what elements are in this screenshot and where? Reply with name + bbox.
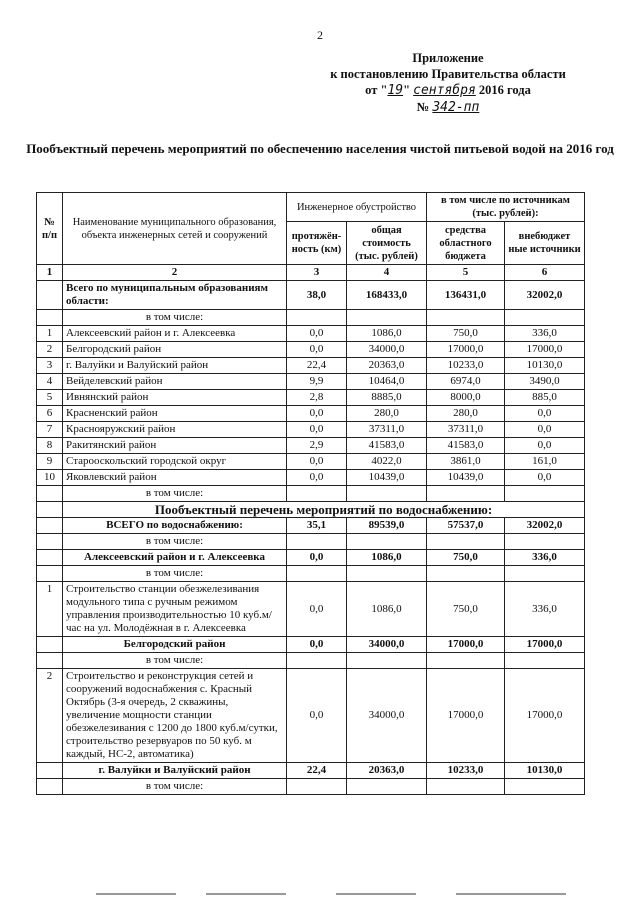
header-sources: в том числе по источникам (тыс. рублей): (427, 193, 585, 222)
project-1-extra: 336,0 (505, 582, 585, 637)
project-1-num: 1 (37, 582, 63, 637)
district-row (37, 470, 585, 486)
including-label: в том числе: (63, 779, 287, 795)
resolution-number (318, 99, 578, 116)
including-label: в том числе: (63, 486, 287, 502)
total-extra: 32002,0 (505, 281, 585, 310)
section-heading: Пообъектный перечень мероприятий по водоснабжению: (63, 502, 585, 518)
valuyki-regional: 10233,0 (427, 763, 505, 779)
valuyki-cost: 20363,0 (347, 763, 427, 779)
district-regional: 8000,0 (427, 390, 505, 406)
district-name: Старооскольский городской округ (63, 454, 287, 470)
project-2-name: Строительство и реконструкция сетей и сооружений водоснабжения с. Красный Октябрь (3-я очередь, 2 скважины, увеличение мощности станции обезжелезивания с 1200 до 1800 куб.м/сутки, строительство резервуаров по 50 куб. м каждый, НС-2, автоматика) (63, 669, 287, 763)
page-number: 2 (317, 28, 323, 42)
district-extra: 0,0 (505, 422, 585, 438)
district-regional: 750,0 (427, 326, 505, 342)
district-num: 6 (37, 406, 63, 422)
district-extra: 0,0 (505, 438, 585, 454)
district-row (37, 422, 585, 438)
district-num: 1 (37, 326, 63, 342)
alekseevka-row (37, 550, 585, 566)
district-row (37, 438, 585, 454)
water-total-row (37, 518, 585, 534)
district-cost: 10439,0 (347, 470, 427, 486)
district-row (37, 358, 585, 374)
footer-dashes (36, 893, 584, 896)
district-num: 2 (37, 342, 63, 358)
district-row (37, 326, 585, 342)
alekseevka-extra: 336,0 (505, 550, 585, 566)
valuyki-label: г. Валуйки и Валуйский район (63, 763, 287, 779)
document-title: Пообъектный перечень мероприятий по обеспечению населения чистой питьевой водой на 2016 год (26, 141, 614, 156)
project-1-cost: 1086,0 (347, 582, 427, 637)
project-1-regional: 750,0 (427, 582, 505, 637)
district-cost: 1086,0 (347, 326, 427, 342)
district-cost: 10464,0 (347, 374, 427, 390)
district-num: 4 (37, 374, 63, 390)
district-length: 22,4 (287, 358, 347, 374)
date-year: 2016 года (478, 83, 531, 97)
col-num-1: 1 (37, 265, 63, 281)
col-num-3: 3 (287, 265, 347, 281)
belgorod-row (37, 637, 585, 653)
water-total-label: ВСЕГО по водоснабжению: (63, 518, 287, 534)
district-regional: 280,0 (427, 406, 505, 422)
appendix-header (318, 50, 578, 116)
district-name: Красненский район (63, 406, 287, 422)
district-row (37, 454, 585, 470)
total-cost: 168433,0 (347, 281, 427, 310)
district-cost: 20363,0 (347, 358, 427, 374)
header-extra: внебюджет ные источники (505, 222, 585, 265)
district-name: Яковлевский район (63, 470, 287, 486)
district-regional: 10233,0 (427, 358, 505, 374)
header-cost: общая стоимость (тыс. рублей) (347, 222, 427, 265)
district-cost: 4022,0 (347, 454, 427, 470)
measures-table (36, 192, 585, 795)
district-extra: 10130,0 (505, 358, 585, 374)
district-length: 2,8 (287, 390, 347, 406)
project-2-extra: 17000,0 (505, 669, 585, 763)
header-length: протяжён- ность (км) (287, 222, 347, 265)
belgorod-label: Белгородский район (63, 637, 287, 653)
project-2-cost: 34000,0 (347, 669, 427, 763)
date-day: 19 (387, 83, 404, 98)
district-rows (37, 326, 585, 486)
district-cost: 41583,0 (347, 438, 427, 454)
district-name: Ивнянский район (63, 390, 287, 406)
district-regional: 17000,0 (427, 342, 505, 358)
col-num-4: 4 (347, 265, 427, 281)
including-row-3 (37, 534, 585, 550)
district-num: 3 (37, 358, 63, 374)
header-num: № п/п (37, 193, 63, 265)
district-name: Краснояружский район (63, 422, 287, 438)
district-cost: 34000,0 (347, 342, 427, 358)
including-row-4 (37, 566, 585, 582)
column-numbers-row (37, 265, 585, 281)
date-month: сентября (413, 83, 476, 98)
alekseevka-cost: 1086,0 (347, 550, 427, 566)
district-length: 0,0 (287, 470, 347, 486)
district-row (37, 390, 585, 406)
district-extra: 3490,0 (505, 374, 585, 390)
alekseevka-regional: 750,0 (427, 550, 505, 566)
project-1-length: 0,0 (287, 582, 347, 637)
col-num-5: 5 (427, 265, 505, 281)
belgorod-cost: 34000,0 (347, 637, 427, 653)
district-num: 5 (37, 390, 63, 406)
district-name: г. Валуйки и Валуйский район (63, 358, 287, 374)
water-total-length: 35,1 (287, 518, 347, 534)
district-regional: 41583,0 (427, 438, 505, 454)
district-extra: 336,0 (505, 326, 585, 342)
resolution-date (318, 82, 578, 99)
project-2-row (37, 669, 585, 763)
district-extra: 17000,0 (505, 342, 585, 358)
district-extra: 885,0 (505, 390, 585, 406)
district-length: 0,0 (287, 406, 347, 422)
district-cost: 37311,0 (347, 422, 427, 438)
district-cost: 8885,0 (347, 390, 427, 406)
district-num: 10 (37, 470, 63, 486)
district-regional: 6974,0 (427, 374, 505, 390)
district-num: 8 (37, 438, 63, 454)
total-row (37, 281, 585, 310)
district-length: 9,9 (287, 374, 347, 390)
water-total-regional: 57537,0 (427, 518, 505, 534)
district-name: Ракитянский район (63, 438, 287, 454)
total-length: 38,0 (287, 281, 347, 310)
water-total-extra: 32002,0 (505, 518, 585, 534)
total-label: Всего по муниципальным образованиям области: (63, 281, 287, 310)
district-row (37, 342, 585, 358)
district-length: 0,0 (287, 422, 347, 438)
alekseevka-length: 0,0 (287, 550, 347, 566)
belgorod-length: 0,0 (287, 637, 347, 653)
number-value: 342-пп (432, 100, 480, 115)
district-length: 0,0 (287, 326, 347, 342)
header-name: Наименование муниципального образования, объекта инженерных сетей и сооружений (63, 193, 287, 265)
district-cost: 280,0 (347, 406, 427, 422)
header-engineering: Инженерное обустройство (287, 193, 427, 222)
resolution-reference: к постановлению Правительства области (330, 67, 566, 81)
district-name: Алексеевский район и г. Алексеевка (63, 326, 287, 342)
project-2-regional: 17000,0 (427, 669, 505, 763)
header-regional: средства областного бюджета (427, 222, 505, 265)
appendix-label: Приложение (412, 51, 484, 65)
district-regional: 3861,0 (427, 454, 505, 470)
number-prefix: № (416, 100, 430, 114)
col-num-2: 2 (63, 265, 287, 281)
including-row-5 (37, 653, 585, 669)
district-row (37, 374, 585, 390)
district-num: 9 (37, 454, 63, 470)
valuyki-extra: 10130,0 (505, 763, 585, 779)
district-name: Белгородский район (63, 342, 287, 358)
section-heading-row (37, 502, 585, 518)
header-row-1 (37, 193, 585, 222)
district-name: Вейделевский район (63, 374, 287, 390)
project-2-length: 0,0 (287, 669, 347, 763)
alekseevka-label: Алексеевский район и г. Алексеевка (63, 550, 287, 566)
district-num: 7 (37, 422, 63, 438)
valuyki-row (37, 763, 585, 779)
including-row-2 (37, 486, 585, 502)
project-1-name: Строительство станции обезжелезивания модульного типа с ручным режимом управления производительностью 10 куб.м/час на ул. Молодёжная в г. Алексеевка (63, 582, 287, 637)
district-length: 2,9 (287, 438, 347, 454)
belgorod-extra: 17000,0 (505, 637, 585, 653)
district-length: 0,0 (287, 454, 347, 470)
including-label: в том числе: (63, 653, 287, 669)
project-2-num: 2 (37, 669, 63, 763)
district-regional: 37311,0 (427, 422, 505, 438)
district-row (37, 406, 585, 422)
district-regional: 10439,0 (427, 470, 505, 486)
including-label: в том числе: (63, 310, 287, 326)
including-label: в том числе: (63, 566, 287, 582)
water-total-cost: 89539,0 (347, 518, 427, 534)
belgorod-regional: 17000,0 (427, 637, 505, 653)
valuyki-length: 22,4 (287, 763, 347, 779)
total-regional: 136431,0 (427, 281, 505, 310)
including-row (37, 310, 585, 326)
including-label: в том числе: (63, 534, 287, 550)
including-row-6 (37, 779, 585, 795)
district-extra: 161,0 (505, 454, 585, 470)
date-prefix: от " (365, 83, 388, 97)
district-extra: 0,0 (505, 470, 585, 486)
date-mid: " (403, 83, 411, 97)
district-extra: 0,0 (505, 406, 585, 422)
project-1-row (37, 582, 585, 637)
district-length: 0,0 (287, 342, 347, 358)
col-num-6: 6 (505, 265, 585, 281)
